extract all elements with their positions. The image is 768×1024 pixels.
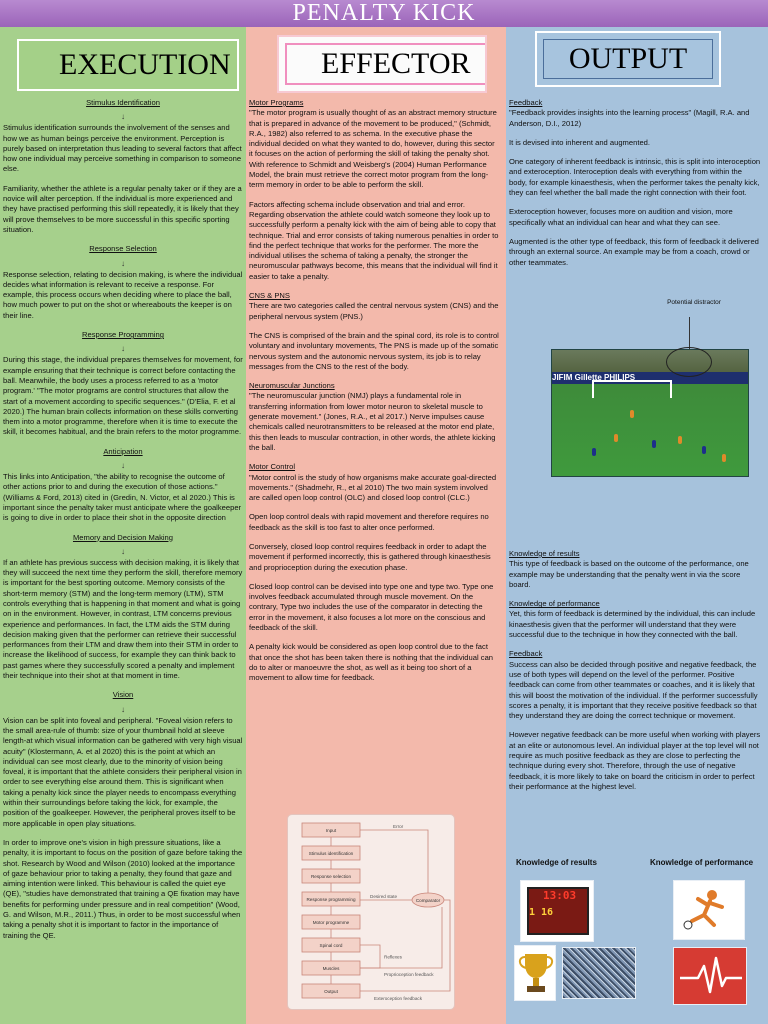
paragraph: Closed loop control can be devised into type one and type two. Type one involves feedback accumulated through muscle movement. On the contrary, Type two includes the use of the comparator in detecting the error in the movement, it also focuses a lot more on the conscious and feedback of the skill. [249, 581, 494, 633]
arrow-down-icon: ↓ [121, 258, 125, 268]
paragraph: It is devised into inherent and augmented. [509, 137, 650, 147]
paragraph: "The motor program is usually thought of as an abstract memory structure that is prepared in advance of the movement to be produced," (Schmidt, R.A., 1982) also referred to as schema. In the executive phase the individual decided on what they wanted to do, however, during this sector it focuses on the action of performing the skill of taking the penalty shot. With reference to Schmidt and Weisberg's (2004) Human Performance Model, the brain must retrieve the correct motor program from the long-term memory in order to be able to perform the skill. [249, 108, 497, 190]
arrow-down-icon: ↓ [121, 461, 125, 471]
section-heading: Feedback [509, 649, 543, 659]
paragraph: One category of inherent feedback is intrinsic, this is split into interoception and exteroception. Interoception deals with everything from within the body, for example kinaesthesis, when the performer takes the penalty kick, they can feel whether the ball made the right connection with their foot. [509, 157, 761, 198]
kicking-player-image [673, 880, 745, 940]
arrow-down-icon: ↓ [121, 344, 125, 354]
reflex-loop [360, 945, 380, 968]
player-figure [702, 446, 706, 454]
proprioception-label: Proprioception feedback [384, 972, 434, 977]
stadium-banner: JIFIM Gillette PHILIPS [552, 372, 748, 384]
knowledge-of-performance-label: Knowledge of performance [650, 858, 754, 867]
distractor-highlight [666, 347, 712, 377]
trophy-icon [515, 946, 556, 1001]
paragraph: However negative feedback can be more useful when working with players at an elite or autonomous level. An individual player at the top level will not require as much positive feedback as they are close to perfecting the technique during every shot. Therefore, through the use of negative feedback, it is more likely to take on board the criticism in order to perfect their performance at the highest level. [509, 730, 761, 791]
paragraph: Yet, this form of feedback is determined by the individual, this can include kinaesthesis given that the performer will understand that they were successful due to the technique in how they connected with the ball. [509, 609, 756, 640]
effector-text [249, 98, 499, 693]
paragraph: During this stage, the individual prepares themselves for movement, for example ensuring that their technique is correct before contacting the ball. Meanwhile, the body uses a process referred to as a 'motor program.' "The motor programs are control structures that allow the start of a movement according to specific sequences." (D'Elia, F. et al 2020.) The human brain collects information on these skills converting them into a motor programme, therefore when it is time to execute the skill, it becomes habitual, and the brain refers to the motor programme. [3, 355, 243, 437]
goal-frame [592, 380, 672, 398]
diagram-box-label: Output [324, 989, 338, 994]
output-column [506, 27, 768, 1024]
reflexes-label: Reflexes [384, 954, 402, 960]
diagram-box-label: Spinal cord [319, 943, 343, 948]
information-processing-diagram [287, 814, 455, 1010]
output-text-top [509, 98, 761, 277]
section-heading: Knowledge of results [509, 549, 580, 558]
arrow-down-icon: ↓ [121, 546, 125, 556]
section-heading: Knowledge of performance [509, 599, 600, 609]
player-figure [614, 434, 618, 442]
section-heading: Neuromuscular Junctions [249, 381, 335, 391]
diagram-box-label: Muscles [322, 966, 340, 971]
paragraph: A penalty kick would be considered as open loop control due to the fact that once the shot has been taken there is nothing that the individual can do to alter or manoeuvre the shot, as well as it being too short of a movement to allow time for feedback. [249, 642, 494, 683]
diagram-box-label: Stimulus identification [308, 851, 354, 856]
desired-state-label: Desired state [370, 894, 398, 899]
effector-column [246, 27, 506, 1024]
paragraph: Conversely, closed loop control requires feedback in order to adapt the movement if performed incorrectly, this is gathered through kinaesthesis and proprioception during the execution phase. [249, 541, 491, 572]
effector-heading: EFFECTOR [277, 35, 487, 93]
paragraph: This type of feedback is based on the outcome of the performance, one example may be understanding that the penalty went in via the score board. [509, 559, 749, 589]
section-heading: Motor Control [249, 462, 296, 472]
paragraph: "Motor control is the study of how organisms make accurate goal-directed movements." (Shadmehr, R., et al 2010) The two main system involved are called open loop control (OLC) and closed loop control (CLC.) [249, 472, 497, 503]
section-heading: Response Selection [89, 244, 157, 254]
kicker-icon [674, 881, 745, 940]
arrow-down-icon: ↓ [121, 112, 125, 122]
output-heading: OUTPUT [535, 31, 721, 87]
section-heading: Stimulus Identification [86, 98, 160, 107]
paragraph: Factors affecting schema include observation and trial and error. Regarding observation the athlete could watch someone they look up to successfully perform a penalty kick with the aim of being able to copy that technique. Trial and error consists of taking numerous penalties in order to find the perfect technique that works for the performer. The more the individual utilises the schema of taking a penalty, the stronger the neuromuscular pathways become, this means that the individual will find it easier to take a penalty. [249, 199, 499, 281]
execution-text [3, 98, 243, 950]
player-figure [722, 454, 726, 462]
section-heading: Vision [112, 690, 134, 700]
paragraph: The CNS is comprised of the brain and the spinal cord, its role is to control voluntary and involuntary movements, The PNS is made up of the somatic nervous system and the autonomic nervous system, its job is to relay messages from the CNS to the rest of the body. [249, 330, 499, 371]
error-line [360, 830, 428, 893]
section-heading: Anticipation [103, 446, 143, 456]
diagram-box-label: Response selection [310, 874, 352, 879]
penalty-photo [551, 349, 749, 477]
scoreboard-score: 1 16 [529, 907, 554, 918]
section-heading: CNS & PNS [249, 291, 290, 301]
trophy-image [514, 945, 556, 1001]
player-figure [652, 440, 656, 448]
heartbeat-image [673, 947, 747, 1005]
diagram-box-label: Input [325, 828, 337, 833]
section-heading: Feedback [509, 98, 543, 107]
paragraph: This links into Anticipation, "the ability to recognise the outcome of other actions prior to and during the execution of those actions." (Williams & Ford, 2013) cited in (Gredin, N. Victor, et al 2020.) This is important since the penalty taker must anticipate where the goalkeeper is going to dive in order to place their shot in the opposite direction [3, 472, 242, 523]
error-label: Error [393, 824, 404, 829]
player-figure [678, 436, 682, 444]
execution-heading: EXECUTION [17, 39, 239, 91]
scoreboard-image [520, 880, 594, 942]
output-text-bottom [509, 549, 761, 801]
scoreboard-time: 13:03 [543, 889, 577, 902]
paragraph: Response selection, relating to decision making, is where the individual decides what information is relevant to receive a response. For example, this process occurs when deciding where to place the ball, how much power to put on the shot or whereabouts the keeper is on their line. [3, 269, 243, 320]
distractor-label: Potential distractor [667, 299, 721, 306]
comparator-label: Comparator [415, 898, 441, 903]
paragraph: Vision can be split into foveal and peripheral. "Foveal vision refers to the small area-rule of thumb: size of your thumbnail hold at sleeve length-at which visual information can be gathered with very high visual acuity" (Klostermann, A. et al 2020) this is the point at which an individual can see most clearly, due to the minority of vision being foveal, it is important that the athlete considers their peripheral vision in order to see everything else around them. This is significant when taking a penalty kick since the player needs to encompass everything within their surroundings before taking the kick, for example, the position of the goalkeeper. However, the peripheral proves itself to be more applicable in open play situations. [3, 715, 243, 828]
section-heading: Memory and Decision Making [72, 532, 174, 542]
player-figure [592, 448, 596, 456]
paragraph: If an athlete has previous success with decision making, it is likely that they will succeed the next time they perform the skill, therefore memory is important for the best sporting outcome. Memory consists of the short-term memory (STM) and the long-term memory (LTM), STM controls everything that is happening in that moment and what is going on in the environment. However, in contrast, LTM concerns previous experience and performances. In fact, the LTM aids the STM during decision making given that the performer can retrieve their successful performances from their LTM and draw them into their STM in order to increase the likelihood of success, for example they can think back to past games where they successfully scored a penalty and implement their technique into their shot at that moment in time. [3, 557, 243, 681]
player-figure [630, 410, 634, 418]
diagram-box-label: Motor programme [312, 920, 350, 925]
section-heading: Motor Programs [249, 98, 304, 107]
paragraph: Familiarity, whether the athlete is a regular penalty taker or if they are a novice will alter perception. If the individual is more experienced and they have practised performing this skill repeatedly, it is likely that they will prove themselves to be more successful in this specific sporting situation. [3, 183, 242, 234]
paragraph: Augmented is the other type of feedback, this form of feedback it delivered through an external source. An example may be from a coach, crowd or other teammates. [509, 236, 759, 267]
heartbeat-icon [674, 948, 747, 1005]
exteroception-line [360, 900, 450, 991]
paragraph: Exteroception however, focuses more on audition and vision, more specifically what an individual can hear and what they can see. [509, 207, 733, 227]
knowledge-of-results-label: Knowledge of results [516, 858, 597, 867]
paragraph: "Feedback provides insights into the learning process" (Magill, R.A. and Anderson, D.I., 2012) [509, 108, 750, 128]
paragraph: Stimulus identification surrounds the involvement of the senses and how we as human beings perceive the environment. Perception is purely based on interpretation thus leading to several factors that affect how one individual may perceive something in comparison to someone else. [3, 123, 242, 174]
arrow-down-icon: ↓ [121, 704, 125, 714]
execution-column [0, 27, 246, 1024]
paragraph: Open loop control deals with rapid movement and therefore requires no feedback as the skill is too fast to alter once performed. [249, 512, 489, 532]
diagram-box-label: Response programming [306, 897, 356, 902]
exteroception-label: Exteroception feedback [374, 996, 423, 1001]
paragraph: Success can also be decided through positive and negative feedback, the use of both types will depend on the level of the performer. Positive feedback can come from other teammates or coaches, and it is likely that this will boost the motivation of the individual. If the performer successfully scores a penalty, it is important that they receive positive feedback so that they understand they are doing the correct technique or movement. [509, 659, 758, 721]
section-heading: Response Programming [82, 330, 164, 340]
crowd-image [562, 947, 636, 999]
paragraph: "The neuromuscular junction (NMJ) plays a fundamental role in transferring information from lower motor neuron to skeletal muscle to generate movement." (Jones, R.A., et al 2017.) Nerve impulses cause chemicals called neurotransmitters to be released at the motor end plate, this then leads to muscular contraction, in other words, the athlete kicking the ball. [249, 391, 496, 452]
paragraph: In order to improve one's vision in high pressure situations, like a penalty, it is important to focus on the position of gaze before taking the shot. Research by Wood and Wilson (2010) looked at the importance of gaze behaviour prior to taking a penalty, they found that gaze and aiming intention were linked. This behaviour is called the quiet eye (QE), "studies have demonstrated that training a QE fixation may have benefits for performing under pressure and in real competition" (Wood, G. and Wilson, M.R., 2011.) Thus, in order to be most successful when taking a penalty shot it is important to factor in the importance of training the QE. [3, 837, 243, 940]
page-title: PENALTY KICK [0, 0, 768, 27]
paragraph: There are two categories called the central nervous system (CNS) and the peripheral nervous system (PNS.) [249, 301, 499, 321]
